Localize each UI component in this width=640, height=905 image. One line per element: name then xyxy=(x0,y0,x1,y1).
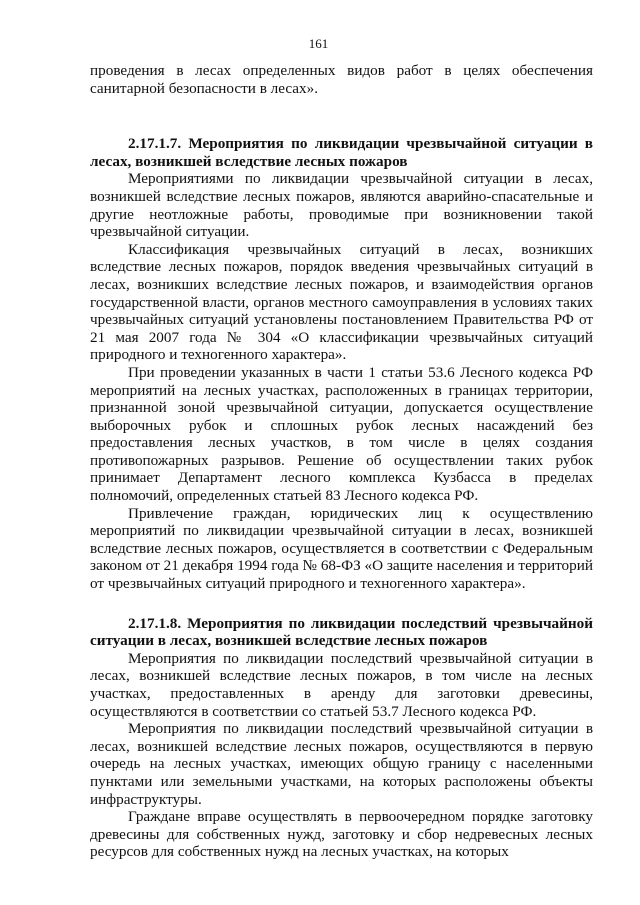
page-number: 161 xyxy=(308,36,329,51)
section-heading: 2.17.1.8. Мероприятия по ликвидации последствий чрезвычайной ситуации в лесах, возникшей вследствие лесных пожаров xyxy=(90,614,593,650)
intro-paragraph: проведения в лесах определенных видов работ в целях обеспечения санитарной безопасности в лесах». xyxy=(90,62,593,97)
section-2-17-1-7 xyxy=(90,135,593,592)
body-paragraph: Граждане вправе осуществлять в первоочередном порядке заготовку древесины для собственных нужд, заготовку и сбор недревесных лесных ресурсов для собственных нужд на лесных участках, на которых xyxy=(90,808,593,861)
spacer xyxy=(90,593,593,615)
section-heading: 2.17.1.7. Мероприятия по ликвидации чрезвычайной ситуации в лесах, возникшей вследствие лесных пожаров xyxy=(90,135,593,170)
body-paragraph: Классификация чрезвычайных ситуаций в лесах, возникших вследствие лесных пожаров, порядок введения чрезвычайных ситуаций в лесах, возникших вследствие лесных пожаров, и взаимодействия органов государственной власти, органов местного самоуправления в условиях таких чрезвычайных ситуаций установлены постановлением Правительства РФ от 21 мая 2007 года № 304 «О классификации чрезвычайных ситуаций природного и техногенного характера». xyxy=(90,240,593,364)
body-paragraph: Мероприятия по ликвидации последствий чрезвычайной ситуации в лесах, возникшей вследствие лесных пожаров, осуществляются в первую очередь на лесных участках, имеющих общую границу с населенными пунктами или земельными участками, на которых расположены объекты инфраструктуры. xyxy=(90,720,593,808)
body-paragraph: Мероприятиями по ликвидации чрезвычайной ситуации в лесах, возникшей вследствие лесных пожаров, являются аварийно-спасательные и другие неотложные работы, проводимые при возникновении такой чрезвычайной ситуации. xyxy=(90,170,593,241)
body-paragraph: Мероприятия по ликвидации последствий чрезвычайной ситуации в лесах, возникшей вследствие лесных пожаров, в том числе на лесных участках, предоставленных в аренду для заготовки древесины, осуществляются в соответствии со статьей 53.7 Лесного кодекса РФ. xyxy=(90,649,593,720)
body-paragraph: При проведении указанных в части 1 статьи 53.6 Лесного кодекса РФ мероприятий на лесных участках, расположенных в границах территории, признанной зоной чрезвычайной ситуации, допускается осуществление выборочных рубок и сплошных рубок лесных насаждений без предоставления лесных участков, в том числе в целях создания противопожарных разрывов. Решение об осуществлении таких рубок принимает Департамент лесного комплекса Кузбасса в пределах полномочий, определенных статьей 83 Лесного кодекса РФ. xyxy=(90,363,593,505)
section-2-17-1-8 xyxy=(90,615,593,861)
body-paragraph: Привлечение граждан, юридических лиц к осуществлению мероприятий по ликвидации чрезвычайной ситуации в лесах, возникшей вследствие лесных пожаров, осуществляется в соответствии с Федеральным законом от 21 декабря 1994 года № 68-ФЗ «О защите населения и территорий от чрезвычайных ситуаций природного и техногенного характера». xyxy=(90,504,593,593)
spacer xyxy=(90,97,593,135)
